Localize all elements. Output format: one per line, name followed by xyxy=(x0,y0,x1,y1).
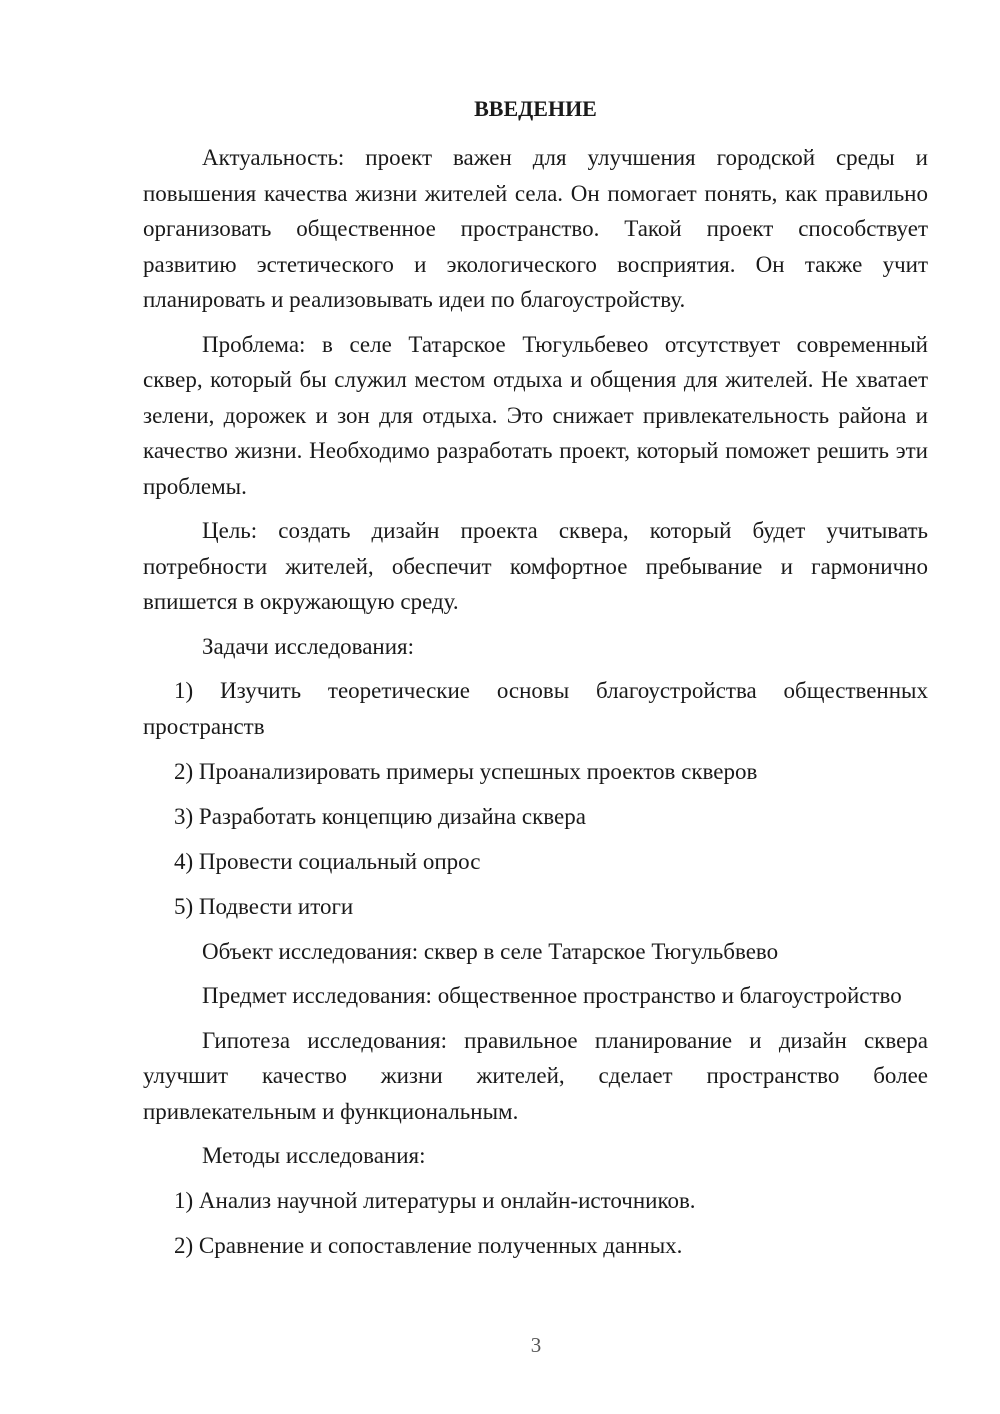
task-item: 3) Разработать концепцию дизайна сквера xyxy=(174,803,586,829)
task-item: 1) Изучить теоретические основы благоустройства общественных пространств xyxy=(143,678,928,739)
goal-paragraph: Цель: создать дизайн проекта сквера, который будет учитывать потребности жителей, обеспечит комфортное пребывание и гармонично впишется в окружающую среду. xyxy=(143,518,928,614)
subject-paragraph: Предмет исследования: общественное пространство и благоустройство xyxy=(202,983,902,1008)
method-item: 2) Сравнение и сопоставление полученных данных. xyxy=(174,1232,683,1258)
task-item: 2) Проанализировать примеры успешных проектов скверов xyxy=(174,758,758,784)
hypothesis-paragraph: Гипотеза исследования: правильное планирование и дизайн сквера улучшит качество жизни жителей, сделает пространство более привлекательным и функциональным. xyxy=(143,1027,928,1124)
problem-paragraph: Проблема: в селе Татарское Тюгульбевео отсутствует современный сквер, который бы служил местом отдыха и общения для жителей. Не хватает зелени, дорожек и зон для отдыха. Это снижает привлекательность района и качество жизни. Необходимо разработать проект, который поможет решить эти проблемы. xyxy=(143,331,928,499)
method-item: 1) Анализ научной литературы и онлайн-источников. xyxy=(174,1187,696,1213)
methods-heading: Методы исследования: xyxy=(202,1143,426,1168)
relevance-paragraph: Актуальность: проект важен для улучшения городской среды и повышения качества жизни жителей села. Он помогает понять, как правильно организовать общественное пространство. Такой проект способствует развитию эстетического и экологического восприятия. Он также учит планировать и реализовывать идеи по благоустройству. xyxy=(143,145,928,312)
object-paragraph: Объект исследования: сквер в селе Татарское Тюгульбвево xyxy=(202,938,779,964)
document-page xyxy=(143,94,928,1273)
tasks-heading: Задачи исследования: xyxy=(202,633,415,659)
page-number: 3 xyxy=(530,1333,542,1357)
document-title: ВВЕДЕНИЕ xyxy=(474,96,597,121)
task-item: 4) Провести социальный опрос xyxy=(174,848,481,874)
task-item: 5) Подвести итоги xyxy=(174,893,354,919)
